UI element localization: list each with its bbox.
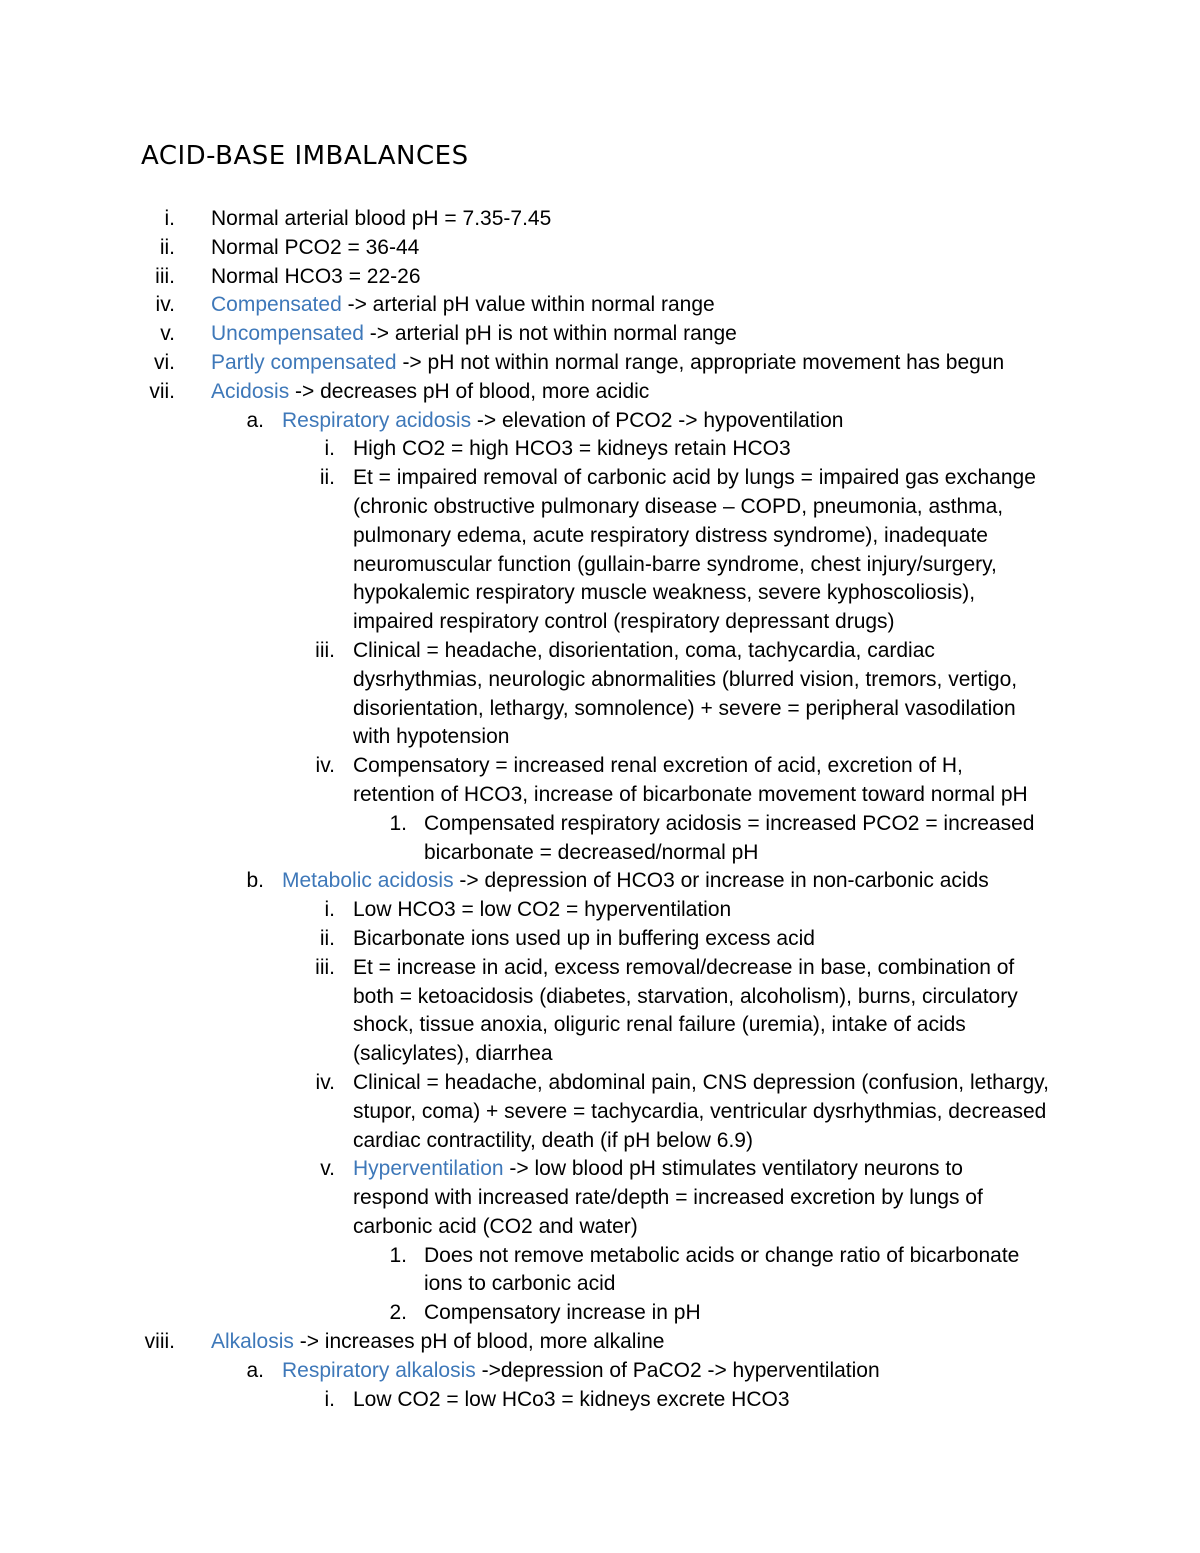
list-marker: i. — [164, 207, 175, 230]
list-marker: vii. — [149, 379, 175, 403]
list-marker: vi. — [154, 350, 175, 374]
list-item-line: Low CO2 = low HCo3 = kidneys excrete HCO3 — [353, 1387, 790, 1411]
list-item-line: Bicarbonate ions used up in buffering excess acid — [353, 926, 815, 950]
list-item — [0, 349, 1200, 378]
list-marker: i. — [324, 437, 335, 461]
list-item — [0, 810, 1200, 868]
list-marker: v. — [160, 322, 175, 346]
list-item — [0, 320, 1200, 349]
list-item — [0, 896, 1200, 925]
list-item-line: bicarbonate = decreased/normal pH — [424, 840, 759, 864]
list-item-line — [211, 1328, 1200, 1357]
list-marker: iv. — [155, 293, 175, 317]
list-item-line: High CO2 = high HCO3 = kidneys retain HCO3 — [353, 437, 791, 461]
term-highlight: Partly compensated — [211, 350, 397, 374]
list-item — [0, 867, 1200, 896]
list-item — [0, 263, 1200, 292]
term-highlight: Uncompensated — [211, 322, 364, 346]
list-item-line: Normal PCO2 = 36-44 — [211, 235, 420, 259]
list-item — [0, 1299, 1200, 1328]
list-marker: v. — [320, 1157, 335, 1181]
list-item-line: pulmonary edema, acute respiratory distress syndrome), inadequate — [353, 523, 988, 547]
term-definition: -> arterial pH value within normal range — [341, 293, 715, 317]
list-item-line: Clinical = headache, disorientation, coma, tachycardia, cardiac — [353, 638, 935, 662]
term-highlight: Acidosis — [211, 379, 290, 403]
list-item — [0, 234, 1200, 263]
list-marker: iii. — [315, 638, 335, 662]
list-marker: iii. — [155, 264, 175, 288]
list-item — [0, 1357, 1200, 1386]
list-item-line: carbonic acid (CO2 and water) — [353, 1214, 638, 1238]
list-item-line: Compensatory increase in pH — [424, 1301, 701, 1325]
list-item-line: both = ketoacidosis (diabetes, starvation, alcoholism), burns, circulatory — [353, 984, 1018, 1008]
term-definition: -> depression of HCO3 or increase in non-carbonic acids — [453, 869, 989, 893]
list-item-line — [353, 1155, 1200, 1184]
list-item-line: Low HCO3 = low CO2 = hyperventilation — [353, 898, 732, 922]
list-item-line: impaired respiratory control (respiratory depressant drugs) — [353, 610, 895, 634]
list-item-line: Et = increase in acid, excess removal/decrease in base, combination of — [353, 955, 1015, 979]
list-item — [0, 1242, 1200, 1300]
term-highlight: Alkalosis — [211, 1330, 294, 1354]
list-item — [0, 435, 1200, 464]
list-item-line: disorientation, lethargy, somnolence) + severe = peripheral vasodilation — [353, 696, 1016, 720]
outline-list — [0, 205, 1200, 1414]
list-item — [0, 1069, 1200, 1155]
list-item — [0, 1386, 1200, 1415]
list-item — [0, 637, 1200, 752]
list-item-line: Does not remove metabolic acids or change ratio of bicarbonate — [424, 1243, 1020, 1267]
list-item-line: cardiac contractility, death (if pH below 6.9) — [353, 1128, 753, 1152]
list-marker: 1. — [389, 811, 407, 835]
term-highlight: Hyperventilation — [353, 1157, 504, 1181]
list-item-line: Compensatory = increased renal excretion of acid, excretion of H, — [353, 754, 963, 778]
list-item — [0, 925, 1200, 954]
list-item-line: with hypotension — [353, 725, 510, 749]
list-marker: iv. — [315, 754, 335, 778]
term-definition: -> arterial pH is not within normal range — [363, 322, 737, 346]
list-item-line: dysrhythmias, neurologic abnormalities (blurred vision, tremors, vertigo, — [353, 667, 1018, 691]
list-item — [0, 205, 1200, 234]
list-item — [0, 378, 1200, 407]
list-item-line: shock, tissue anoxia, oliguric renal failure (uremia), intake of acids — [353, 1013, 966, 1037]
list-item — [0, 291, 1200, 320]
list-item — [0, 1155, 1200, 1241]
list-item-line: Normal arterial blood pH = 7.35-7.45 — [211, 207, 552, 230]
term-definition: ->depression of PaCO2 -> hyperventilation — [475, 1358, 880, 1382]
list-marker: 2. — [389, 1301, 407, 1325]
list-item-line: Et = impaired removal of carbonic acid by lungs = impaired gas exchange — [353, 466, 1036, 490]
list-item — [0, 464, 1200, 637]
list-item — [0, 752, 1200, 810]
list-item — [0, 1328, 1200, 1357]
list-marker: 1. — [389, 1243, 407, 1267]
list-item — [0, 954, 1200, 1069]
list-marker: viii. — [144, 1330, 175, 1354]
list-item-line: Compensated respiratory acidosis = increased PCO2 = increased — [424, 811, 1035, 835]
term-definition: -> low blood pH stimulates ventilatory neurons to — [503, 1157, 963, 1181]
term-definition: -> pH not within normal range, appropriate movement has begun — [396, 350, 1005, 374]
list-item-line — [211, 378, 1200, 407]
term-definition: -> decreases pH of blood, more acidic — [289, 379, 650, 403]
list-item-line: neuromuscular function (gullain-barre syndrome, chest injury/surgery, — [353, 552, 997, 576]
list-item-line — [211, 349, 1200, 378]
list-item-line — [211, 320, 1200, 349]
term-definition: -> increases pH of blood, more alkaline — [293, 1330, 665, 1354]
term-definition: -> elevation of PCO2 -> hypoventilation — [471, 408, 844, 432]
list-marker: iv. — [315, 1070, 335, 1094]
list-item-line: respond with increased rate/depth = increased excretion by lungs of — [353, 1186, 983, 1210]
list-marker: b. — [246, 869, 264, 893]
list-marker: i. — [324, 898, 335, 922]
term-highlight: Compensated — [211, 293, 342, 317]
list-item-line: Normal HCO3 = 22-26 — [211, 264, 421, 288]
list-marker: i. — [324, 1387, 335, 1411]
list-item-line: stupor, coma) + severe = tachycardia, ventricular dysrhythmias, decreased — [353, 1099, 1047, 1123]
list-item — [0, 407, 1200, 436]
list-item-line: retention of HCO3, increase of bicarbonate movement toward normal pH — [353, 782, 1028, 806]
list-item-line: ions to carbonic acid — [424, 1272, 616, 1296]
document-title: ACID-BASE IMBALANCES — [141, 141, 469, 171]
list-item-line — [282, 1357, 1200, 1386]
list-item-line: (chronic obstructive pulmonary disease – COPD, pneumonia, asthma, — [353, 494, 1004, 518]
list-item-line: hypokalemic respiratory muscle weakness, severe kyphoscoliosis), — [353, 581, 976, 605]
list-item-line: (salicylates), diarrhea — [353, 1042, 553, 1066]
list-item-line — [211, 291, 1200, 320]
list-marker: a. — [246, 1358, 264, 1382]
list-item-line — [282, 407, 1200, 436]
term-highlight: Respiratory alkalosis — [282, 1358, 476, 1382]
list-marker: a. — [246, 408, 264, 432]
list-marker: ii. — [319, 466, 335, 490]
list-item-line — [282, 867, 1200, 896]
list-marker: ii. — [319, 926, 335, 950]
term-highlight: Respiratory acidosis — [282, 408, 472, 432]
list-marker: ii. — [159, 235, 175, 259]
list-item-line: Clinical = headache, abdominal pain, CNS depression (confusion, lethargy, — [353, 1070, 1049, 1094]
list-marker: iii. — [315, 955, 335, 979]
term-highlight: Metabolic acidosis — [282, 869, 454, 893]
